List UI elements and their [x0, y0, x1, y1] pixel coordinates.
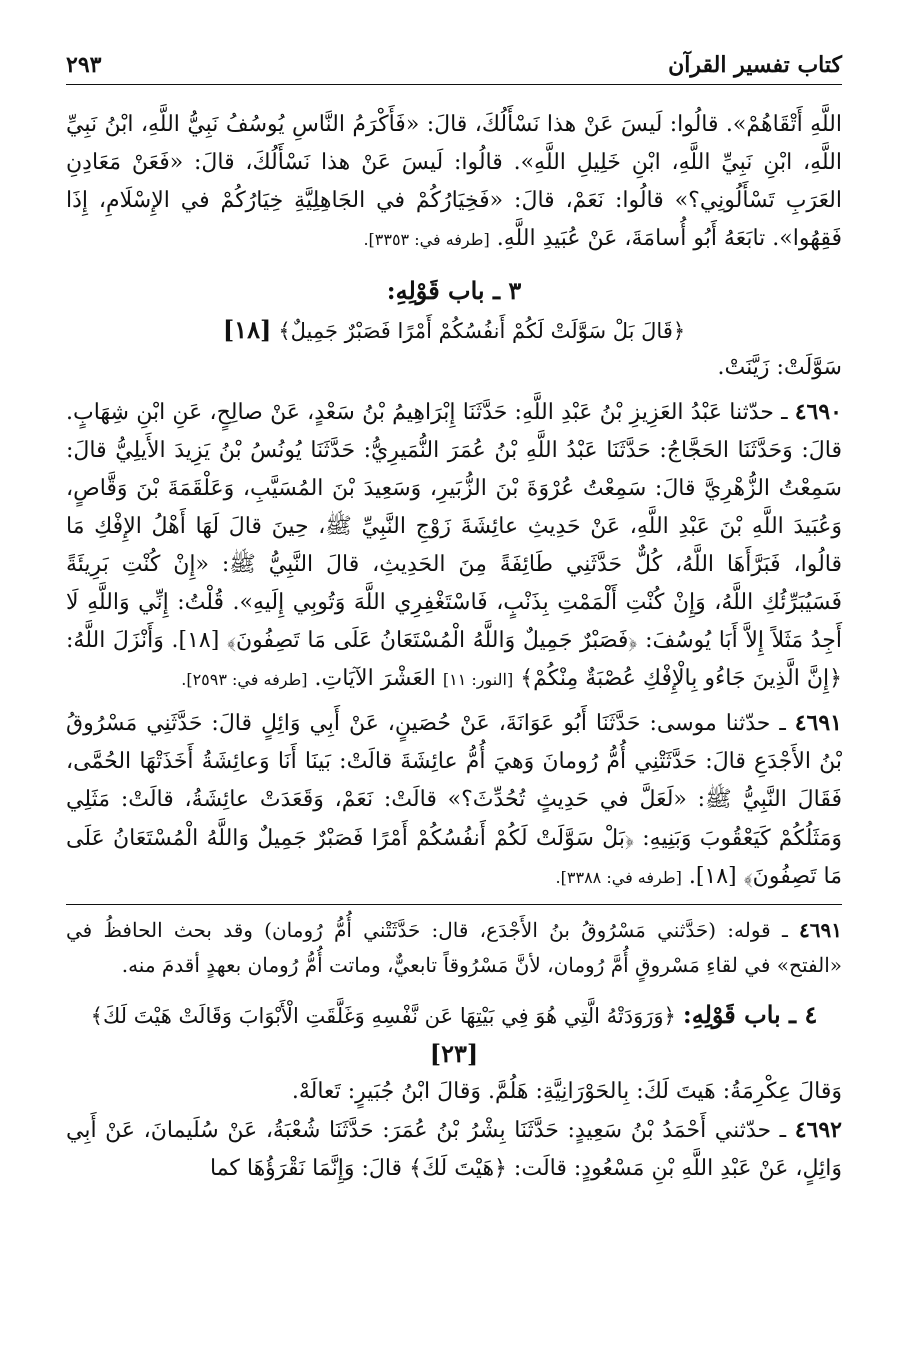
hadith-number: ٤٦٩٠ — [794, 399, 842, 426]
running-head — [66, 52, 842, 85]
hadith-number: ٤٦٩١ — [794, 710, 842, 737]
cross-reference: [طرفه في: ٢٥٩٣]. — [181, 670, 308, 690]
verse-number: [٢٣] — [429, 1038, 479, 1068]
quran-reference: [النور: ١١] — [442, 670, 514, 690]
cross-reference: [طرفه في: ٣٣٥٣]. — [363, 230, 490, 250]
chapter-title: ٤ ـ باب قَوْلِهِ: — [682, 1000, 818, 1030]
hadith-4691 — [66, 704, 842, 895]
commentary-divider — [66, 904, 842, 906]
hadith-text: ـ حدّثني أَحْمَدُ بْنُ سَعِيدٍ: حَدَّثَنَا بِشْرُ بْنُ عُمَرَ: حَدَّثَنَا شُعْبَةُ، عَنْ سُلَيمانَ، عَنْ أَبِي وَائِلٍ، عَنْ عَبْدِ اللَّهِ بْنِ مَسْعُودٍ: قالَت: ﴿هَيْتَ لَكَ﴾ قالَ: وَإِنَّمَا نَقْرَؤُهَا كما — [66, 1118, 842, 1182]
hadith-text: ـ حدّثنا عَبْدُ العَزِيزِ بْنُ عَبْدِ اللَّهِ: حَدَّثَنَا إِبْرَاهِيمُ بْنُ سَعْدٍ، عَنْ صالِحٍ، عَنِ ابْنِ شِهَابٍ. قالَ: وَحَدَّثَنَا الحَجَّاجُ: حَدَّثَنَا عَبْدُ اللَّهِ بْنُ عُمَرَ النُّمَيرِيُّ: حَدَّثَنَا يُونُسُ بْنُ يَزِيدَ الأَيلِيُّ قالَ: سَمِعْتُ الزُّهْرِيَّ قالَ: سَمِعْتُ عُرْوَةَ بْنَ الزُّبَيرِ، وَسَعِيدَ بْنَ المُسَيَّبِ، وَعَلْقَمَةَ بْنَ وَقَّاصٍ، وَعُبَيدَ اللَّهِ بْنَ عَبْدِ اللَّهِ، عَنْ حَدِيثِ عائِشَةَ زَوْجِ النَّبِيِّ ﷺ، حِينَ قالَ لَهَا أَهْلُ الإِفْكِ مَا قالُوا، فَبَرَّأَهَا اللَّهُ، كُلٌّ حَدَّثَنِي طَائِفَةً مِنَ الحَدِيثِ، قالَ النَّبِيُّ ﷺ: «إِنْ كُنْتِ بَرِيئَةً فَسَيُبَرِّئُكِ اللَّهُ، وَإِنْ كُنْتِ أَلْمَمْتِ بِذَنْبٍ، فَاسْتَغْفِرِي اللَّهَ وَتُوبِي إِلَيهِ». قُلْتُ: إِنِّي وَاللَّهِ لَا أَجِدُ مَثَلاً إِلاَّ أَبَا يُوسُفَ: ﴿فَصَبْرٌ جَمِيلٌ وَاللَّهُ الْمُسْتَعَانُ عَلَى مَا تَصِفُونَ﴾ [١٨]. وَأَنْزَلَ اللَّهُ: ﴿إِنَّ الَّذِينَ جَاءُو بِالْإِفْكِ عُصْبَةٌ مِنْكُمْ﴾ — [66, 400, 842, 692]
chapter-gloss: وَقالَ عِكْرِمَةُ: هَيتَ لَكَ: بِالحَوْرَانِيَّةِ: هَلُمَّ. وَقالَ ابْنُ جُبَيرٍ: تَعالَهْ. — [291, 1079, 842, 1105]
hadith-number: ٤٦٩٢ — [794, 1117, 842, 1144]
book-title: كتاب تفسير القرآن — [668, 52, 842, 78]
page-content — [66, 106, 842, 1188]
commentary-block — [66, 913, 842, 982]
verse-number: [١٨] — [222, 314, 272, 344]
chapter-gloss: سَوَّلَتْ: زَيَّنَتْ. — [717, 354, 842, 380]
commentary-number: ٤٦٩١ — [799, 918, 842, 943]
hadith-4690 — [66, 393, 842, 698]
chapter-heading-3 — [66, 272, 842, 349]
hadith-4692 — [66, 1111, 842, 1188]
chapter-heading-4 — [66, 996, 842, 1073]
commentary-text: ـ قوله: (حَدَّثني مَسْرُوقُ بنُ الأَجْدَع، قال: حَدَّثَتْني أُمُّ رُومان) وقد بحث الحافظُ في «الفتح» في لقاءِ مَسْروقٍ أُمَّ رُومان، لأنَّ مَسْرُوقاً تابعيٌّ، وماتت أُمُّ رُومان بعهدٍ أقدمَ منه. — [66, 918, 842, 977]
commentary-4691 — [66, 913, 842, 982]
hadith-tail: العَشْرَ الآيَاتِ. — [314, 666, 443, 692]
hadith-continuation — [66, 106, 842, 258]
page-number: ٢٩٣ — [66, 52, 102, 78]
cross-reference: [طرفه في: ٣٣٨٨]. — [555, 867, 682, 887]
chapter-title: ٣ ـ باب قَوْلِهِ: — [386, 276, 522, 306]
quran-verse: ﴿وَرَوَدَتْهُ الَّتِي هُوَ فِي بَيْتِهَا عَن نَّفْسِهِ وَغَلَّقَتِ الْأَبْوَابَ وَقَالَتْ هَيْتَ لَكَ﴾ — [90, 1004, 676, 1029]
hadith-text: اللَّهِ أَتْقَاهُمْ». قالُوا: لَيسَ عَنْ هذا نَسْأَلُكَ، قالَ: «فَأَكْرَمُ النَّاسِ يُوسُفُ نَبِيُّ اللَّهِ، ابْنُ نَبِيِّ اللَّهِ، ابْنِ نَبِيِّ اللَّهِ، ابْنِ خَلِيلِ اللَّهِ». قالُوا: لَيسَ عَنْ هذا نَسْأَلُكَ، قالَ: «فَعَنْ مَعَادِنِ العَرَبِ تَسْأَلُونِي؟» قالُوا: نَعَمْ، قالَ: «فَخِيَارُكُمْ في الجَاهِلِيَّةِ خِيَارُكُمْ في الإِسْلَامِ، إِذَا فَقِهُوا». تابَعَهُ أَبُو أُسامَةَ، عَنْ عُبَيدِ اللَّهِ. — [66, 112, 842, 252]
quran-verse: ﴿قَالَ بَلْ سَوَّلَتْ لَكُمْ أَنفُسُكُمْ أَمْرًا فَصَبْرٌ جَمِيلٌ﴾ — [278, 318, 686, 343]
hadith-text: ـ حدّثنا موسى: حَدَّثَنَا أَبُو عَوَانَةَ، عَنْ حُصَينٍ، عَنْ أَبِي وَائِلٍ قالَ: حَدَّثَنِي مَسْرُوقُ بْنُ الأَجْدَعِ قالَ: حَدَّثَتْنِي أُمُّ رُومانَ وَهيَ أُمُّ عائِشَةَ قالَتْ: بَينَا أَنَا وَعائِشَةُ أَخَذَتْهَا الحُمَّى، فَقَالَ النَّبِيُّ ﷺ: «لَعَلَّ في حَدِيثٍ تُحُدِّثَ؟» قالَتْ: نَعَمْ، وَقَعَدَتْ عائِشَةُ، قالَتْ: مَثَلِي وَمَثَلُكُمْ كَيَعْقُوبَ وَبَنِيهِ: ﴿بَلْ سَوَّلَتْ لَكُمْ أَنفُسُكُمْ أَمْرًا فَصَبْرٌ جَمِيلٌ وَاللَّهُ الْمُسْتَعَانُ عَلَى مَا تَصِفُونَ﴾ [١٨]. — [66, 711, 842, 889]
